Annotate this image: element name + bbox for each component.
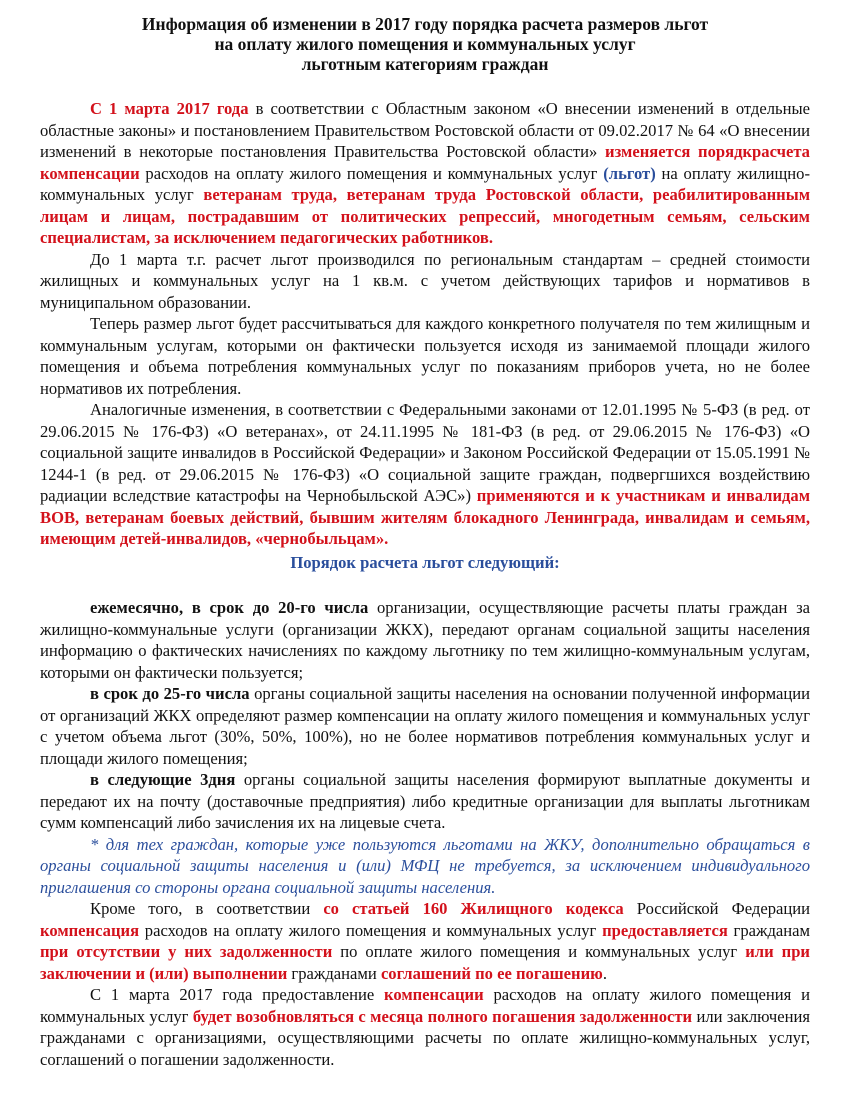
section-heading: Порядок расчета льгот следующий: <box>290 552 560 572</box>
paragraph-debt-condition: Кроме того, в соответствии со статьей 160 Жилищного кодекса Российской Федерации компенсация расходов на оплату жилого помещения и коммунальных услуг предоставляется гражданам при отсутствии у них задолженности по оплате жилого помещения и коммунальных услуг или при заключении и (или) выполнении гражданами соглашений по ее погашению. <box>40 899 810 983</box>
paragraph-federal-laws: Аналогичные изменения, в соответствии с Федеральными законами от 12.01.1995 № 5-ФЗ (в ред. от 29.06.2015 № 176-ФЗ) «О ветеранах», от 24.11.1995 № 181-ФЗ (в ред. от 29.06.2015 № 176-ФЗ) «О социальной защите инвалидов в Российской Федерации» и Законом Российской Федерации от 15.05.1991 № 1244-1 (в ред. от 29.06.2015 № 176-ФЗ) «О социальной защите граждан, подвергшихся воздействию радиации вследствие катастрофы на Чернобыльской АЭС») применяются и к участникам и инвалидам ВОВ, ветеранам боевых действий, бывшим жителям блокадного Ленинграда, инвалидам и семьям, имеющим детей-инвалидов, «чернобыльцам». <box>40 400 810 548</box>
document-title <box>60 14 790 74</box>
footnote: * для тех граждан, которые уже пользуются льготами на ЖКУ, дополнительно обращаться в органы социальной защиты населения и (или) МФЦ не требуется, за исключением индивидуального приглашения со стороны органа социальной защиты населения. <box>40 834 810 897</box>
step-25th: в срок до 25-го числа органы социальной защиты населения на основании полученной информации от организаций ЖКХ определяют размер компенсации на оплату жилого помещения и коммунальных услуг с учетом объема льгот (30%, 50%, 100%), но не более нормативов потребления коммунальных услуг и площади жилого помещения; <box>40 684 810 768</box>
document-body <box>40 98 810 1070</box>
step-monthly: ежемесячно, в срок до 20-го числа организации, осуществляющие расчеты платы граждан за жилищно-коммунальные услуги (организации ЖКХ), передают органам социальной защиты населения информацию о фактических начислениях по каждому льготнику по тем жилищно-коммунальным услугам, которыми он фактически пользуется; <box>40 598 810 682</box>
title-line-2: на оплату жилого помещения и коммунальных услуг <box>214 34 636 54</box>
highlight-federal-categories: применяются и к участникам и инвалидам ВОВ, ветеранам боевых действий, бывшим жителям блокадного Ленинграда, инвалидам и семьям, имеющим детей-инвалидов, «чернобыльцам». <box>40 486 810 548</box>
title-line-3: льготным категориям граждан <box>301 54 549 74</box>
highlight-changes: изменяется порядкрасчета компенсации <box>40 142 810 183</box>
paragraph-new-rules: Теперь размер льгот будет рассчитываться для каждого конкретного получателя по тем жилищным и коммунальным услугам, которыми он фактически пользуется исходя из занимаемой площади жилого помещения и объема потребления коммунальных услуг по показаниям приборов учета, но не более нормативов их потребления. <box>40 314 810 398</box>
paragraph-previous-rules: До 1 марта т.г. расчет льгот производился по региональным стандартам – средней стоимости жилищных и коммунальных услуг на 1 кв.м. с учетом действующих тарифов и нормативов в муниципальном образовании. <box>40 249 810 312</box>
title-line-1: Информация об изменении в 2017 году порядка расчета размеров льгот <box>141 14 709 34</box>
step-3days: в следующие 3дня органы социальной защиты населения формируют выплатные документы и передают их на почту (доставочные предприятия) либо кредитные организации для выплаты льготникам сумм компенсаций либо зачисления их на лицевые счета. <box>40 770 810 832</box>
paragraph-resumption: С 1 марта 2017 года предоставление компенсации расходов на оплату жилого помещения и коммунальных услуг будет возобновляться с месяца полного погашения задолженности или заключения гражданами с организациями, осуществляющими расчеты по оплате жилищно-коммунальных услуг, соглашений о погашении задолженности. <box>40 985 810 1069</box>
highlight-benefits: (льгот) <box>603 163 656 183</box>
paragraph-intro: С 1 марта 2017 года в соответствии с Областным законом «О внесении изменений в отдельные областные законы» и постановлением Правительством Ростовской области от 09.02.2017 № 64 «О внесении изменений в некоторые постановления Правительства Ростовской области» изменяется порядкрасчета компенсации расходов на оплату жилого помещения и коммунальных услуг (льгот) на оплату жилищно-коммунальных услуг ветеранам труда, ветеранам труда Ростовской области, реабилитированным лицам и лицам, пострадавшим от политических репрессий, многодетным семьям, сельским специалистам, за исключением педагогических работников. <box>40 99 811 247</box>
highlight-categories: ветеранам труда, ветеранам труда Ростовской области, реабилитированным лицам и лицам, пострадавшим от политических репрессий, многодетным семьям, сельским специалистам, за исключением педагогических работников. <box>40 185 811 247</box>
effective-date: С 1 марта 2017 года <box>90 99 249 118</box>
